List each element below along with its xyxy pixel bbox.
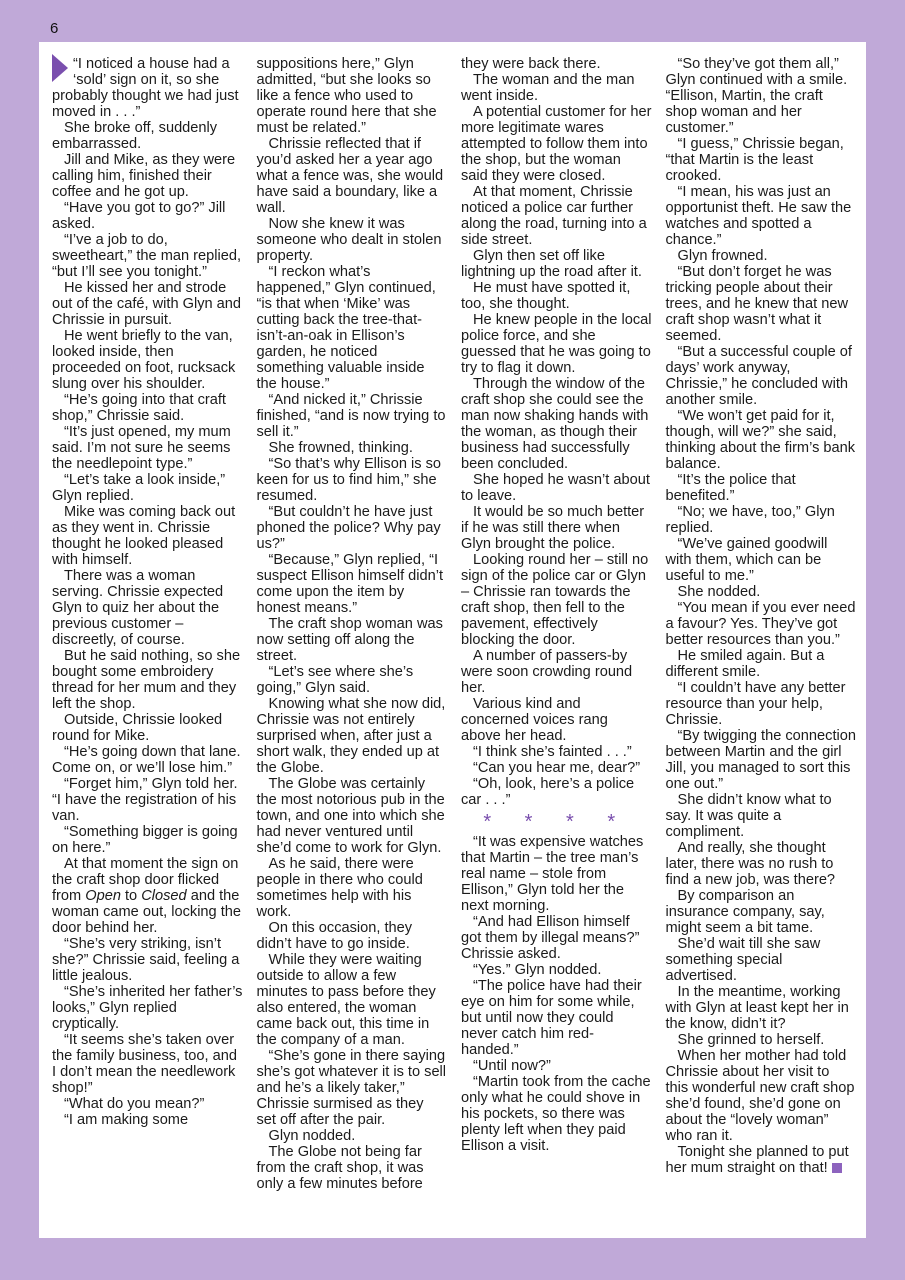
page-number: 6: [50, 20, 59, 37]
paragraph: Knowing what she now did, Chrissie was not entirely surprised when, after just a short walk, they ended up at the Globe.: [256, 696, 446, 776]
paragraph: It would be so much better if he was still there when Glyn brought the police.: [461, 504, 645, 552]
paragraph: “It’s the police that benefited.”: [665, 472, 796, 504]
paragraph: There was a woman serving. Chrissie expected Glyn to quiz her about the previous customer – discreetly, of course.: [52, 568, 224, 648]
paragraph: “What do you mean?”: [64, 1096, 205, 1112]
paragraph: “It was expensive watches that Martin – the tree man’s real name – stole from Ellison,” Glyn told her the next morning.: [461, 834, 644, 914]
paragraph: “I noticed a house had a ‘sold’ sign on it, so she probably thought we had just moved in . . .”: [52, 56, 239, 120]
paragraph: He knew people in the local police force, and she guessed that he was going to try to flag it down.: [461, 312, 652, 376]
paragraph: But he said nothing, so she bought some embroidery thread for her mum and they left the shop.: [52, 648, 241, 712]
paragraph: Looking round her – still no sign of the police car or Glyn – Chrissie ran towards the craft shop, then fell to the pavement, effectively blocking the door.: [461, 552, 649, 648]
paragraph: “And nicked it,” Chrissie finished, “and is now trying to sell it.”: [256, 392, 446, 440]
paragraph: “He’s going into that craft shop,” Chrissie said.: [52, 392, 226, 424]
paragraph: Various kind and concerned voices rang above her head.: [461, 696, 608, 744]
paragraph: He went briefly to the van, looked inside, then proceeded on foot, rucksack slung over his shoulder.: [52, 328, 236, 392]
paragraph: “Let’s take a look inside,” Glyn replied.: [52, 472, 226, 504]
paragraph: She frowned, thinking.: [268, 440, 413, 456]
paragraph: “So they’ve got them all,” Glyn continued with a smile. “Ellison, Martin, the craft shop woman and her customer.”: [665, 56, 848, 136]
paragraph: She nodded.: [677, 584, 761, 600]
paragraph: As he said, there were people in there who could sometimes help with his work.: [256, 856, 423, 920]
paragraph: The Globe was certainly the most notorious pub in the town, and one into which she had never ventured until she’d come to work for Glyn.: [256, 776, 445, 856]
paragraph: The woman and the man went inside.: [461, 72, 635, 104]
paragraph: A potential customer for her more legitimate wares attempted to follow them into the shop, but the woman said they were closed.: [461, 104, 652, 184]
paragraph: Now she knew it was someone who dealt in stolen property.: [256, 216, 442, 264]
paragraph: “Yes.” Glyn nodded.: [473, 962, 602, 978]
continuation-arrow-icon: [52, 54, 68, 82]
paragraph: Chrissie reflected that if you’d asked her a year ago what a fence was, she would have said a boundary, like a wall.: [256, 136, 444, 216]
paragraph: The Globe not being far from the craft shop, it was only a few minutes before: [256, 1144, 424, 1192]
paragraph: suppositions here,” Glyn admitted, “but she looks so like a fence who used to operate round here that she must be related.”: [256, 56, 437, 136]
paragraph: And really, she thought later, there was no rush to find a new job, was there?: [665, 840, 836, 888]
paragraph: Through the window of the craft shop she could see the man now shaking hands with the woman, as though their business had successfully been concluded.: [461, 376, 649, 472]
paragraph: He smiled again. But a different smile.: [665, 648, 825, 680]
column-3: [461, 56, 652, 1192]
paragraph: At that moment, Chrissie noticed a police car further along the road, turning into a side street.: [461, 184, 647, 248]
paragraph: “I think she’s fainted . . .”: [473, 744, 632, 760]
paragraph: “Can you hear me, dear?”: [473, 760, 641, 776]
paragraph: Outside, Chrissie looked round for Mike.: [52, 712, 223, 744]
paragraph: She broke off, suddenly embarrassed.: [52, 120, 218, 152]
end-of-story-square-icon: [832, 1163, 842, 1173]
paragraph: “But couldn’t he have just phoned the police? Why pay us?”: [256, 504, 441, 552]
paragraph: “We’ve gained goodwill with them, which can be useful to me.”: [665, 536, 828, 584]
paragraph: “I reckon what’s happened,” Glyn continued, “is that when ‘Mike’ was cutting back the tree-that-isn’t-an-oak in Ellison’s garden, he noticed something valuable inside the house.”: [256, 264, 436, 392]
paragraph: “She’s very striking, isn’t she?” Chrissie said, feeling a little jealous.: [52, 936, 240, 984]
paragraph: Glyn frowned.: [677, 248, 768, 264]
paragraph: “But don’t forget he was tricking people about their trees, and he knew that new craft shop wasn’t what it seemed.: [665, 264, 849, 344]
column-4: [666, 56, 857, 1192]
paragraph: Glyn nodded.: [268, 1128, 356, 1144]
paragraph: She’d wait till she saw something special advertised.: [665, 936, 821, 984]
paragraph: By comparison an insurance company, say, might seem a bit tame.: [665, 888, 825, 936]
paragraph: “No; we have, too,” Glyn replied.: [665, 504, 835, 536]
paragraph: “Until now?”: [473, 1058, 551, 1074]
paragraph: “And had Ellison himself got them by illegal means?” Chrissie asked.: [461, 914, 640, 962]
paragraph: While they were waiting outside to allow a few minutes to pass before they also entered, the woman came back out, this time in the company of a man.: [256, 952, 436, 1048]
article-page: [39, 42, 866, 1238]
paragraph: “I couldn’t have any better resource than your help, Chrissie.: [665, 680, 846, 728]
paragraph: “I am making some: [64, 1112, 189, 1128]
paragraph: “Something bigger is going on here.”: [52, 824, 238, 856]
paragraph: “We won’t get paid for it, though, will we?” she said, thinking about the firm’s bank balance.: [665, 408, 856, 472]
paragraph: He kissed her and strode out of the café, with Glyn and Chrissie in pursuit.: [52, 280, 242, 328]
paragraph: they were back there.: [461, 56, 601, 72]
paragraph: “Oh, look, here’s a police car . . .”: [461, 776, 635, 808]
paragraph: She hoped he wasn’t about to leave.: [461, 472, 650, 504]
paragraph: She didn’t know what to say. It was quite a compliment.: [665, 792, 832, 840]
paragraph: “So that’s why Ellison is so keen for us to find him,” she resumed.: [256, 456, 441, 504]
section-break-stars: * * * *: [483, 811, 630, 833]
paragraph: “I guess,” Chrissie began, “that Martin is the least crooked.: [665, 136, 844, 184]
paragraph: Tonight she planned to put her mum straight on that!: [665, 1144, 849, 1176]
paragraph: Jill and Mike, as they were calling him, finished their coffee and he got up.: [52, 152, 236, 200]
paragraph: Glyn then set off like lightning up the road after it.: [461, 248, 642, 280]
paragraph: “Because,” Glyn replied, “I suspect Ellison himself didn’t come upon the item by honest means.”: [256, 552, 444, 616]
paragraph: “Forget him,” Glyn told her. “I have the registration of his van.: [52, 776, 238, 824]
paragraph: In the meantime, working with Glyn at least kept her in the know, didn’t it?: [665, 984, 849, 1032]
paragraph: “You mean if you ever need a favour? Yes. They’ve got better resources than you.”: [665, 600, 856, 648]
paragraph: When her mother had told Chrissie about her visit to this wonderful new craft shop she’d found, she’d gone on about the “lovely woman” who ran it.: [665, 1048, 855, 1144]
paragraph: “The police have had their eye on him for some while, but until now they could never catch him red-handed.”: [461, 978, 642, 1058]
paragraph: “He’s going down that lane. Come on, or we’ll lose him.”: [52, 744, 241, 776]
article-columns: [52, 56, 856, 1192]
paragraph: The craft shop woman was now setting off along the street.: [256, 616, 443, 664]
paragraph: “It’s just opened, my mum said. I’m not sure he seems the needlepoint type.”: [52, 424, 231, 472]
paragraph: “I’ve a job to do, sweetheart,” the man replied, “but I’ll see you tonight.”: [52, 232, 242, 280]
column-1: [52, 56, 243, 1192]
paragraph: “She’s gone in there saying she’s got whatever it is to sell and he’s a likely taker,” Chrissie surmised as they set off after the pair.: [256, 1048, 447, 1128]
paragraph: At that moment the sign on the craft shop door flicked from Open to Closed and the woman came out, locking the door behind her.: [52, 856, 242, 936]
paragraph: “Martin took from the cache only what he could shove in his pockets, so there was plenty left when they paid Ellison a visit.: [461, 1074, 651, 1154]
paragraph: “She’s inherited her father’s looks,” Glyn replied cryptically.: [52, 984, 243, 1032]
paragraph: “Let’s see where she’s going,” Glyn said.: [256, 664, 414, 696]
paragraph: On this occasion, they didn’t have to go inside.: [256, 920, 413, 952]
paragraph: “I mean, his was just an opportunist theft. He saw the watches and spotted a chance.”: [665, 184, 852, 248]
paragraph: He must have spotted it, too, she thought.: [461, 280, 631, 312]
paragraph: Mike was coming back out as they went in. Chrissie thought he looked pleased with himself.: [52, 504, 236, 568]
paragraph: A number of passers-by were soon crowding round her.: [461, 648, 633, 696]
paragraph: “Have you got to go?” Jill asked.: [52, 200, 226, 232]
paragraph: She grinned to herself.: [677, 1032, 825, 1048]
paragraph: “But a successful couple of days’ work anyway, Chrissie,” he concluded with another smile.: [665, 344, 852, 408]
column-2: [257, 56, 448, 1192]
paragraph: “It seems she’s taken over the family business, too, and I don’t mean the needlework shop!”: [52, 1032, 237, 1096]
paragraph: “By twigging the connection between Martin and the girl Jill, you managed to sort this one out.”: [665, 728, 856, 792]
